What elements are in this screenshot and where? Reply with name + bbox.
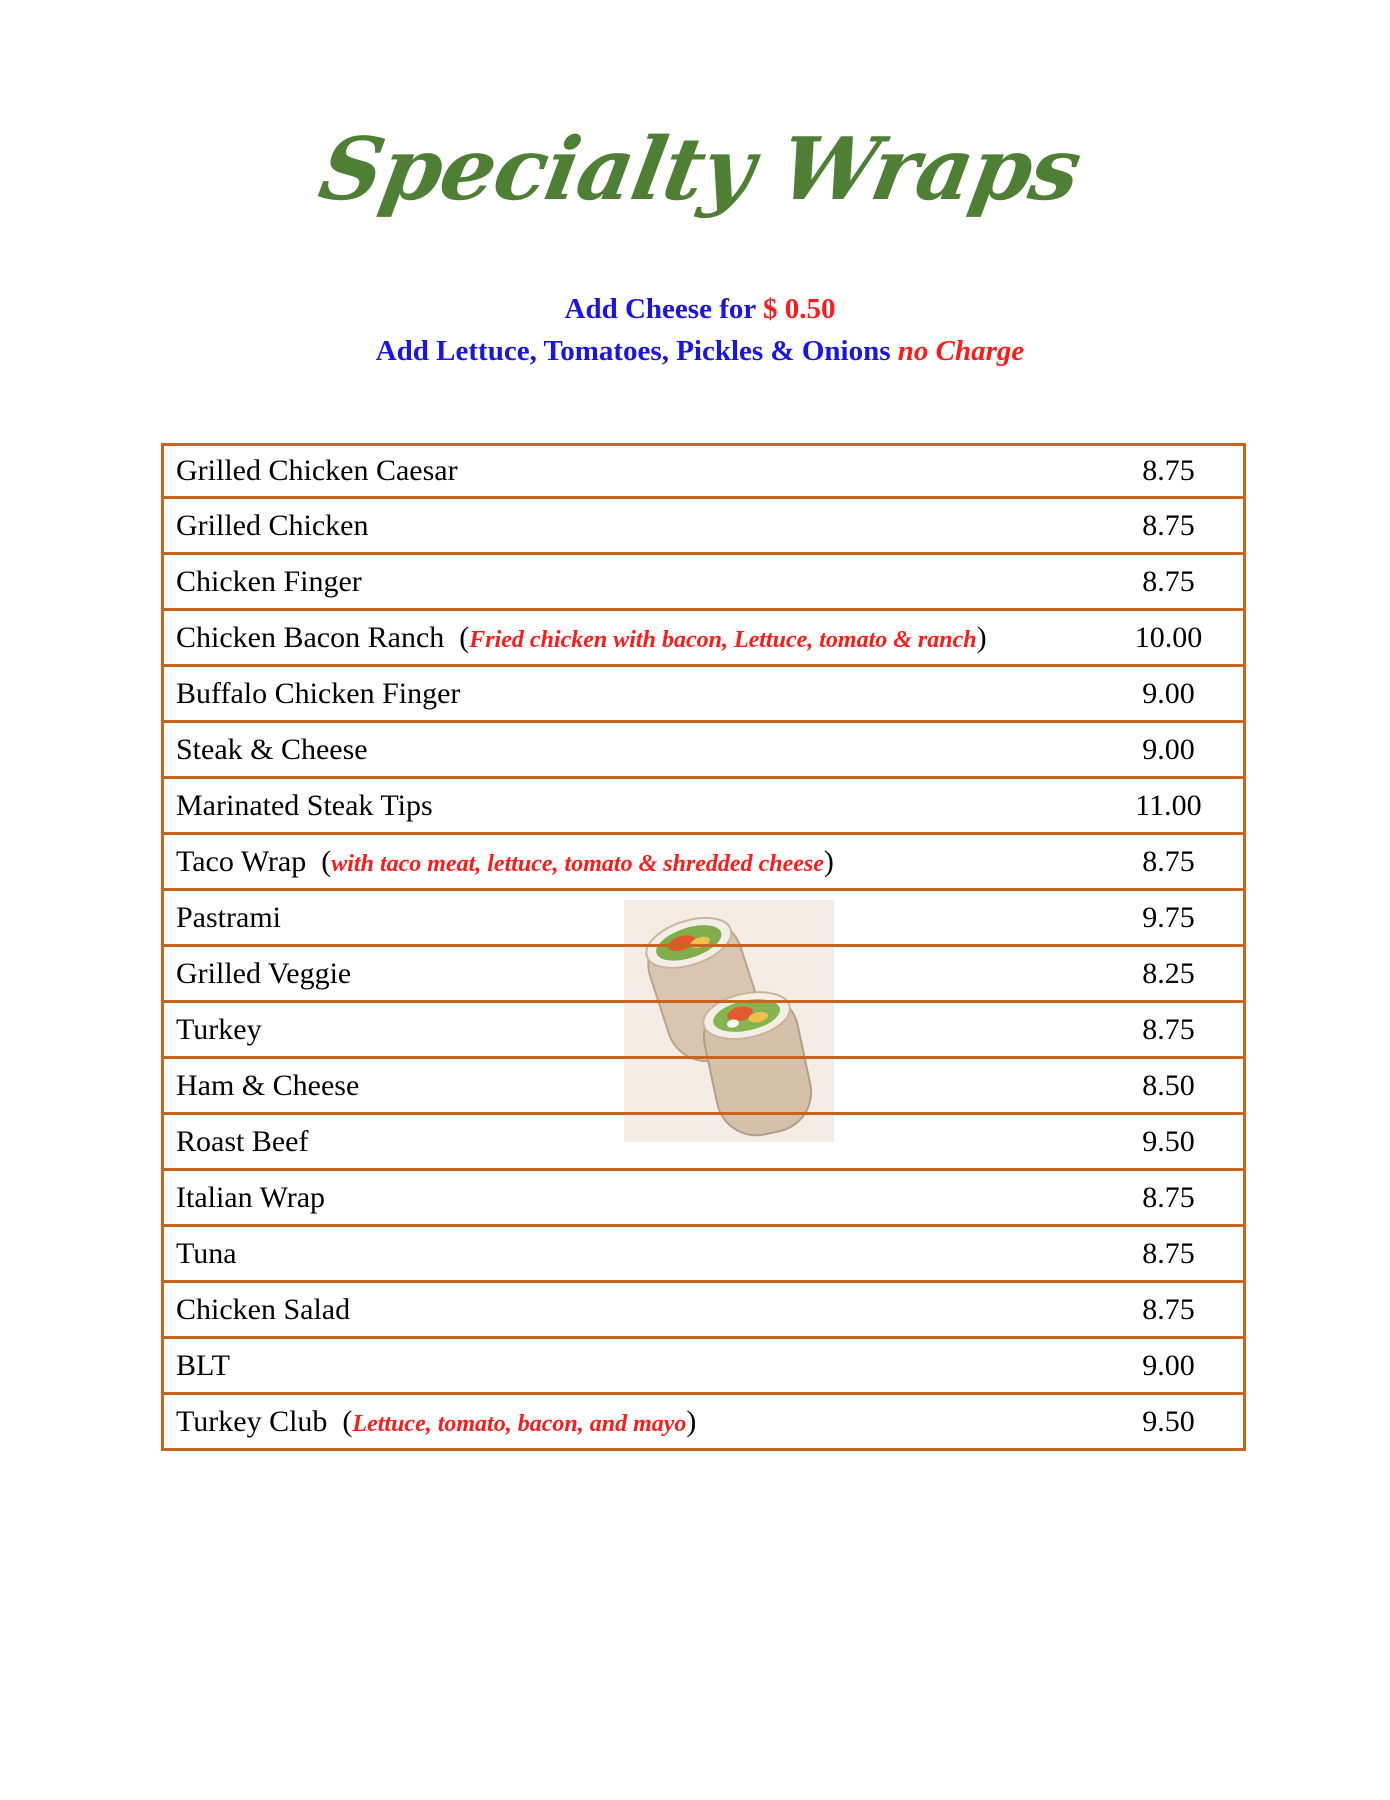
menu-item-name: Grilled Chicken [176,508,369,542]
toppings-note-text: Add Lettuce, Tomatoes, Pickles & Onions [375,335,891,367]
close-paren: ) [686,1404,697,1438]
menu-row [164,720,1243,776]
toppings-note [0,330,1390,372]
menu-item-cell [164,1013,1106,1047]
menu-item-description: Lettuce, tomato, bacon, and mayo [352,1410,687,1437]
menu-row [164,496,1243,552]
menu-item-cell [164,1405,1106,1439]
menu-item-name: Tuna [176,1236,237,1270]
menu-row [164,888,1243,944]
menu-item-price: 9.50 [1142,1124,1195,1158]
menu-item-cell [164,621,1106,655]
menu-notes [0,288,1390,372]
menu-item-description: Fried chicken with bacon, Lettuce, tomato & ranch [469,626,977,653]
menu-item-description: with taco meat, lettuce, tomato & shredded cheese [331,850,824,877]
menu-item-price: 8.75 [1142,454,1195,487]
menu-item-cell [164,1237,1106,1271]
menu-item-price: 8.75 [1142,1236,1195,1270]
menu-row [164,1056,1243,1112]
menu-item-cell [164,1069,1106,1103]
menu-item-price: 11.00 [1135,788,1202,822]
menu-item-price: 8.75 [1142,508,1195,542]
menu-item-price: 9.75 [1142,900,1195,934]
open-paren: ( [327,1404,353,1438]
menu-item-name: Roast Beef [176,1124,309,1158]
menu-row [164,1392,1243,1448]
menu-item-price: 9.50 [1142,1404,1195,1438]
menu-item-name: Grilled Chicken Caesar [176,454,458,487]
close-paren: ) [823,844,834,878]
menu-item-name: BLT [176,1348,230,1382]
menu-item-price: 8.75 [1142,844,1195,878]
menu-item-price: 9.00 [1142,1348,1195,1382]
menu-item-cell [164,733,1106,767]
menu-item-name: Chicken Salad [176,1292,351,1326]
menu-item-cell [164,454,1106,488]
menu-item-name: Turkey [176,1012,262,1046]
menu-row [164,1336,1243,1392]
menu-item-cell [164,1349,1106,1383]
menu-item-price: 8.75 [1142,1012,1195,1046]
cheese-note [0,288,1390,330]
menu-item-name: Chicken Finger [176,564,362,598]
menu-item-cell [164,789,1106,823]
menu-row [164,664,1243,720]
menu-row [164,608,1243,664]
menu-item-cell [164,901,1106,935]
menu-item-name: Pastrami [176,900,281,934]
menu-item-name: Italian Wrap [176,1180,326,1214]
menu-item-cell [164,1181,1106,1215]
menu-item-price: 10.00 [1134,620,1203,654]
menu-row [164,1168,1243,1224]
menu-item-name: Turkey Club [176,1404,328,1438]
menu-item-price: 8.25 [1142,956,1195,990]
menu-item-cell [164,509,1106,543]
menu-title: Specialty Wraps [312,119,1088,220]
menu-item-price: 9.00 [1142,676,1195,710]
menu-row [164,944,1243,1000]
menu-row [164,832,1243,888]
toppings-note-charge: no Charge [897,335,1025,367]
menu-row [164,1224,1243,1280]
menu-row [164,1280,1243,1336]
menu-item-cell [164,845,1106,879]
menu-item-name: Taco Wrap [176,844,307,878]
menu-item-price: 9.00 [1142,732,1195,766]
menu-item-price: 8.75 [1142,1292,1195,1326]
menu-item-price: 8.75 [1142,1180,1195,1214]
cheese-note-price: $ 0.50 [762,293,836,325]
menu-item-name: Chicken Bacon Ranch [176,620,445,654]
close-paren: ) [976,620,987,654]
menu-item-name: Grilled Veggie [176,956,352,990]
menu-item-name: Steak & Cheese [176,732,368,766]
menu-item-cell [164,1125,1106,1159]
open-paren: ( [444,620,470,654]
menu-item-name: Ham & Cheese [176,1068,360,1102]
open-paren: ( [306,844,332,878]
menu-item-price: 8.75 [1142,564,1195,598]
menu-table [161,443,1246,1451]
menu-row [164,446,1243,496]
menu-row [164,776,1243,832]
menu-row [164,1112,1243,1168]
menu-row [164,552,1243,608]
menu-item-cell [164,565,1106,599]
menu-item-name: Buffalo Chicken Finger [176,676,461,710]
menu-item-cell [164,1293,1106,1327]
cheese-note-text: Add Cheese for [564,293,756,325]
menu-item-cell [164,677,1106,711]
menu-item-price: 8.50 [1142,1068,1195,1102]
menu-item-cell [164,957,1106,991]
menu-item-name: Marinated Steak Tips [176,788,433,822]
menu-row [164,1000,1243,1056]
